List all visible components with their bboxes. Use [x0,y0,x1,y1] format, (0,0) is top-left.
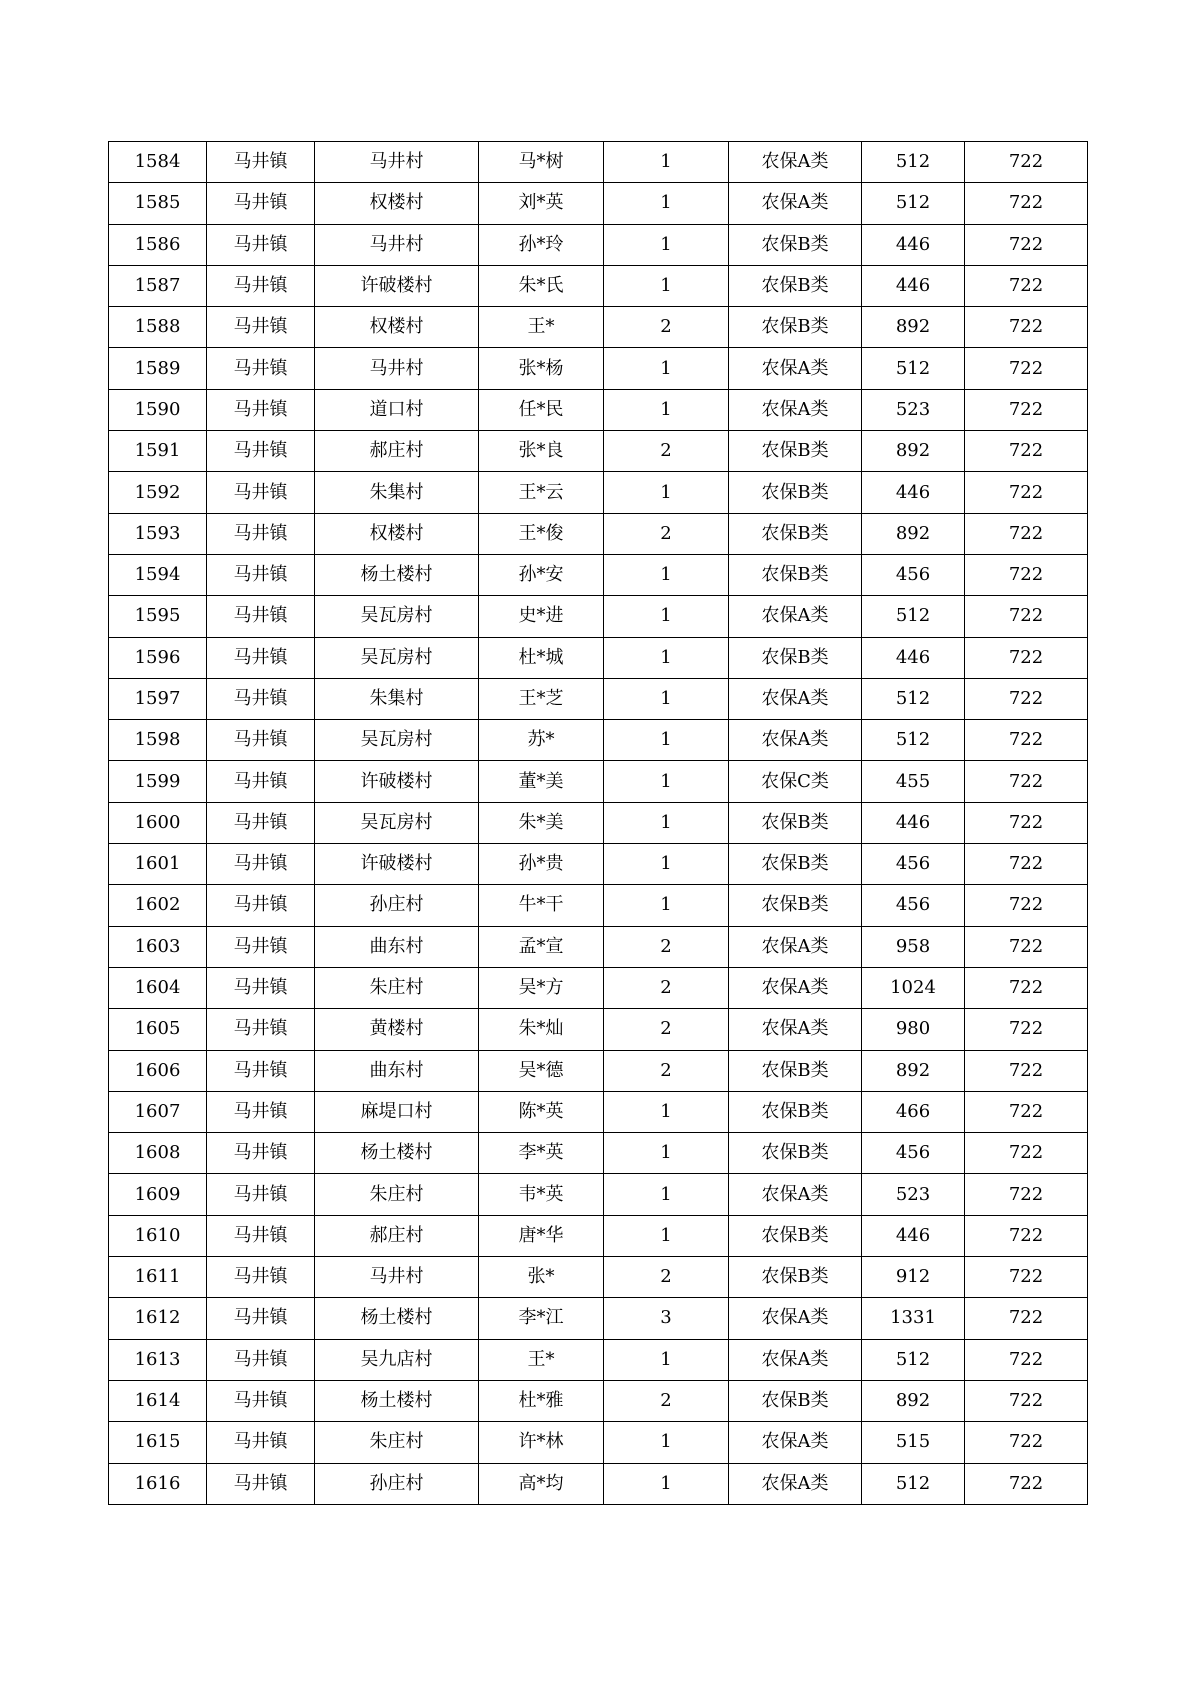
amount-cell: 446 [862,1215,965,1256]
amount-cell: 512 [862,142,965,183]
records-table [108,141,1088,1505]
name-cell: 杜*城 [479,637,604,678]
name-cell: 高*均 [479,1463,604,1504]
household-count-cell: 2 [604,967,729,1008]
amount-cell: 512 [862,678,965,719]
amount-cell: 523 [862,389,965,430]
village-cell: 朱庄村 [315,1174,479,1215]
name-cell: 张*良 [479,431,604,472]
table-row [109,183,1088,224]
standard-cell: 722 [965,1380,1088,1421]
name-cell: 孟*宣 [479,926,604,967]
standard-cell: 722 [965,1050,1088,1091]
amount-cell: 446 [862,637,965,678]
category-cell: 农保B类 [729,1133,862,1174]
name-cell: 杜*雅 [479,1380,604,1421]
category-cell: 农保A类 [729,1463,862,1504]
name-cell: 牛*干 [479,885,604,926]
village-cell: 曲东村 [315,1050,479,1091]
town-cell: 马井镇 [207,431,315,472]
name-cell: 孙*贵 [479,844,604,885]
standard-cell: 722 [965,637,1088,678]
amount-cell: 980 [862,1009,965,1050]
category-cell: 农保A类 [729,1174,862,1215]
table-row [109,554,1088,595]
category-cell: 农保B类 [729,1257,862,1298]
category-cell: 农保A类 [729,926,862,967]
town-cell: 马井镇 [207,513,315,554]
amount-cell: 892 [862,431,965,472]
amount-cell: 446 [862,472,965,513]
standard-cell: 722 [965,1091,1088,1132]
table-row [109,1298,1088,1339]
table-row [109,637,1088,678]
name-cell: 刘*英 [479,183,604,224]
row-number-cell: 1599 [109,761,207,802]
standard-cell: 722 [965,1463,1088,1504]
standard-cell: 722 [965,265,1088,306]
category-cell: 农保A类 [729,720,862,761]
household-count-cell: 1 [604,720,729,761]
name-cell: 董*美 [479,761,604,802]
standard-cell: 722 [965,1174,1088,1215]
category-cell: 农保A类 [729,1339,862,1380]
table-row [109,1380,1088,1421]
household-count-cell: 1 [604,183,729,224]
standard-cell: 722 [965,802,1088,843]
row-number-cell: 1605 [109,1009,207,1050]
category-cell: 农保A类 [729,142,862,183]
amount-cell: 515 [862,1422,965,1463]
name-cell: 王*芝 [479,678,604,719]
household-count-cell: 1 [604,678,729,719]
category-cell: 农保B类 [729,1091,862,1132]
household-count-cell: 1 [604,596,729,637]
table-row [109,431,1088,472]
village-cell: 郝庄村 [315,431,479,472]
town-cell: 马井镇 [207,1339,315,1380]
village-cell: 吴瓦房村 [315,637,479,678]
household-count-cell: 1 [604,802,729,843]
village-cell: 杨土楼村 [315,1133,479,1174]
category-cell: 农保B类 [729,472,862,513]
household-count-cell: 1 [604,1422,729,1463]
table-row [109,1133,1088,1174]
village-cell: 许破楼村 [315,844,479,885]
town-cell: 马井镇 [207,967,315,1008]
category-cell: 农保B类 [729,307,862,348]
category-cell: 农保B类 [729,513,862,554]
name-cell: 苏* [479,720,604,761]
household-count-cell: 1 [604,265,729,306]
table-row [109,1091,1088,1132]
amount-cell: 456 [862,885,965,926]
name-cell: 王*俊 [479,513,604,554]
town-cell: 马井镇 [207,1380,315,1421]
name-cell: 朱*灿 [479,1009,604,1050]
village-cell: 许破楼村 [315,265,479,306]
village-cell: 道口村 [315,389,479,430]
town-cell: 马井镇 [207,720,315,761]
row-number-cell: 1607 [109,1091,207,1132]
name-cell: 朱*美 [479,802,604,843]
table-row [109,885,1088,926]
table-row [109,761,1088,802]
row-number-cell: 1584 [109,142,207,183]
town-cell: 马井镇 [207,678,315,719]
category-cell: 农保C类 [729,761,862,802]
name-cell: 李*江 [479,1298,604,1339]
category-cell: 农保A类 [729,1009,862,1050]
row-number-cell: 1585 [109,183,207,224]
row-number-cell: 1598 [109,720,207,761]
amount-cell: 456 [862,554,965,595]
village-cell: 权楼村 [315,307,479,348]
town-cell: 马井镇 [207,1174,315,1215]
category-cell: 农保A类 [729,389,862,430]
table-row [109,389,1088,430]
name-cell: 许*林 [479,1422,604,1463]
table-row [109,1215,1088,1256]
amount-cell: 512 [862,1339,965,1380]
standard-cell: 722 [965,1009,1088,1050]
row-number-cell: 1609 [109,1174,207,1215]
town-cell: 马井镇 [207,265,315,306]
town-cell: 马井镇 [207,1009,315,1050]
village-cell: 朱庄村 [315,967,479,1008]
standard-cell: 722 [965,142,1088,183]
standard-cell: 722 [965,1133,1088,1174]
standard-cell: 722 [965,307,1088,348]
household-count-cell: 1 [604,637,729,678]
village-cell: 吴瓦房村 [315,596,479,637]
standard-cell: 722 [965,678,1088,719]
row-number-cell: 1603 [109,926,207,967]
row-number-cell: 1593 [109,513,207,554]
name-cell: 陈*英 [479,1091,604,1132]
household-count-cell: 1 [604,1463,729,1504]
table-row [109,1009,1088,1050]
row-number-cell: 1594 [109,554,207,595]
name-cell: 王* [479,307,604,348]
standard-cell: 722 [965,224,1088,265]
village-cell: 孙庄村 [315,885,479,926]
standard-cell: 722 [965,1339,1088,1380]
town-cell: 马井镇 [207,224,315,265]
standard-cell: 722 [965,761,1088,802]
town-cell: 马井镇 [207,1298,315,1339]
table-row [109,967,1088,1008]
category-cell: 农保B类 [729,1380,862,1421]
town-cell: 马井镇 [207,472,315,513]
amount-cell: 523 [862,1174,965,1215]
town-cell: 马井镇 [207,554,315,595]
village-cell: 许破楼村 [315,761,479,802]
village-cell: 朱庄村 [315,1422,479,1463]
village-cell: 马井村 [315,348,479,389]
standard-cell: 722 [965,389,1088,430]
town-cell: 马井镇 [207,183,315,224]
standard-cell: 722 [965,1422,1088,1463]
standard-cell: 722 [965,844,1088,885]
category-cell: 农保A类 [729,678,862,719]
town-cell: 马井镇 [207,637,315,678]
category-cell: 农保B类 [729,1215,862,1256]
amount-cell: 456 [862,1133,965,1174]
amount-cell: 512 [862,720,965,761]
standard-cell: 722 [965,513,1088,554]
village-cell: 吴瓦房村 [315,720,479,761]
village-cell: 权楼村 [315,183,479,224]
row-number-cell: 1588 [109,307,207,348]
name-cell: 唐*华 [479,1215,604,1256]
household-count-cell: 2 [604,1380,729,1421]
row-number-cell: 1608 [109,1133,207,1174]
row-number-cell: 1590 [109,389,207,430]
village-cell: 朱集村 [315,472,479,513]
row-number-cell: 1616 [109,1463,207,1504]
household-count-cell: 1 [604,1091,729,1132]
row-number-cell: 1614 [109,1380,207,1421]
household-count-cell: 2 [604,1050,729,1091]
household-count-cell: 1 [604,1215,729,1256]
household-count-cell: 1 [604,224,729,265]
standard-cell: 722 [965,431,1088,472]
name-cell: 吴*方 [479,967,604,1008]
town-cell: 马井镇 [207,348,315,389]
amount-cell: 466 [862,1091,965,1132]
household-count-cell: 2 [604,1257,729,1298]
village-cell: 吴瓦房村 [315,802,479,843]
category-cell: 农保A类 [729,183,862,224]
amount-cell: 455 [862,761,965,802]
household-count-cell: 2 [604,1009,729,1050]
table-row [109,1422,1088,1463]
category-cell: 农保B类 [729,224,862,265]
table-row [109,926,1088,967]
category-cell: 农保B类 [729,802,862,843]
category-cell: 农保B类 [729,431,862,472]
row-number-cell: 1615 [109,1422,207,1463]
table-row [109,307,1088,348]
table-row [109,513,1088,554]
standard-cell: 722 [965,183,1088,224]
standard-cell: 722 [965,967,1088,1008]
row-number-cell: 1601 [109,844,207,885]
category-cell: 农保A类 [729,967,862,1008]
town-cell: 马井镇 [207,1463,315,1504]
name-cell: 孙*安 [479,554,604,595]
village-cell: 马井村 [315,142,479,183]
row-number-cell: 1612 [109,1298,207,1339]
amount-cell: 446 [862,265,965,306]
category-cell: 农保A类 [729,1422,862,1463]
village-cell: 杨土楼村 [315,1298,479,1339]
town-cell: 马井镇 [207,844,315,885]
row-number-cell: 1597 [109,678,207,719]
household-count-cell: 1 [604,844,729,885]
name-cell: 吴*德 [479,1050,604,1091]
amount-cell: 892 [862,1380,965,1421]
row-number-cell: 1591 [109,431,207,472]
category-cell: 农保A类 [729,596,862,637]
village-cell: 杨土楼村 [315,554,479,595]
table-row [109,142,1088,183]
amount-cell: 446 [862,802,965,843]
row-number-cell: 1613 [109,1339,207,1380]
row-number-cell: 1592 [109,472,207,513]
name-cell: 张*杨 [479,348,604,389]
village-cell: 黄楼村 [315,1009,479,1050]
amount-cell: 456 [862,844,965,885]
village-cell: 曲东村 [315,926,479,967]
table-row [109,1257,1088,1298]
table-row [109,802,1088,843]
row-number-cell: 1600 [109,802,207,843]
name-cell: 韦*英 [479,1174,604,1215]
town-cell: 马井镇 [207,761,315,802]
town-cell: 马井镇 [207,926,315,967]
household-count-cell: 1 [604,761,729,802]
town-cell: 马井镇 [207,802,315,843]
row-number-cell: 1595 [109,596,207,637]
household-count-cell: 1 [604,1133,729,1174]
amount-cell: 892 [862,307,965,348]
row-number-cell: 1611 [109,1257,207,1298]
name-cell: 朱*氏 [479,265,604,306]
standard-cell: 722 [965,720,1088,761]
household-count-cell: 2 [604,926,729,967]
table-row [109,1050,1088,1091]
name-cell: 张* [479,1257,604,1298]
table-row [109,844,1088,885]
amount-cell: 512 [862,596,965,637]
standard-cell: 722 [965,885,1088,926]
amount-cell: 512 [862,183,965,224]
row-number-cell: 1604 [109,967,207,1008]
row-number-cell: 1587 [109,265,207,306]
category-cell: 农保A类 [729,1298,862,1339]
row-number-cell: 1589 [109,348,207,389]
village-cell: 郝庄村 [315,1215,479,1256]
name-cell: 马*树 [479,142,604,183]
category-cell: 农保B类 [729,554,862,595]
household-count-cell: 1 [604,554,729,595]
village-cell: 朱集村 [315,678,479,719]
town-cell: 马井镇 [207,1422,315,1463]
row-number-cell: 1602 [109,885,207,926]
village-cell: 杨土楼村 [315,1380,479,1421]
row-number-cell: 1610 [109,1215,207,1256]
standard-cell: 722 [965,1298,1088,1339]
household-count-cell: 1 [604,348,729,389]
category-cell: 农保B类 [729,844,862,885]
row-number-cell: 1586 [109,224,207,265]
household-count-cell: 1 [604,1339,729,1380]
village-cell: 吴九店村 [315,1339,479,1380]
standard-cell: 722 [965,1215,1088,1256]
household-count-cell: 1 [604,389,729,430]
name-cell: 李*英 [479,1133,604,1174]
table-row [109,265,1088,306]
household-count-cell: 2 [604,307,729,348]
category-cell: 农保B类 [729,1050,862,1091]
town-cell: 马井镇 [207,885,315,926]
table-row [109,1463,1088,1504]
standard-cell: 722 [965,926,1088,967]
name-cell: 任*民 [479,389,604,430]
household-count-cell: 2 [604,431,729,472]
table-row [109,472,1088,513]
household-count-cell: 1 [604,885,729,926]
category-cell: 农保A类 [729,348,862,389]
standard-cell: 722 [965,596,1088,637]
amount-cell: 446 [862,224,965,265]
town-cell: 马井镇 [207,389,315,430]
village-cell: 孙庄村 [315,1463,479,1504]
category-cell: 农保B类 [729,885,862,926]
amount-cell: 892 [862,513,965,554]
name-cell: 史*进 [479,596,604,637]
amount-cell: 958 [862,926,965,967]
town-cell: 马井镇 [207,596,315,637]
household-count-cell: 1 [604,142,729,183]
name-cell: 王*云 [479,472,604,513]
standard-cell: 722 [965,554,1088,595]
village-cell: 马井村 [315,1257,479,1298]
table-row [109,224,1088,265]
table-row [109,1174,1088,1215]
town-cell: 马井镇 [207,1257,315,1298]
table-row [109,720,1088,761]
name-cell: 孙*玲 [479,224,604,265]
household-count-cell: 3 [604,1298,729,1339]
category-cell: 农保B类 [729,265,862,306]
table-row [109,348,1088,389]
amount-cell: 892 [862,1050,965,1091]
town-cell: 马井镇 [207,1215,315,1256]
amount-cell: 912 [862,1257,965,1298]
village-cell: 麻堤口村 [315,1091,479,1132]
amount-cell: 512 [862,1463,965,1504]
row-number-cell: 1606 [109,1050,207,1091]
household-count-cell: 1 [604,472,729,513]
town-cell: 马井镇 [207,1091,315,1132]
amount-cell: 1331 [862,1298,965,1339]
table-row [109,678,1088,719]
records-table-body [109,142,1088,1505]
town-cell: 马井镇 [207,1133,315,1174]
town-cell: 马井镇 [207,1050,315,1091]
household-count-cell: 1 [604,1174,729,1215]
amount-cell: 512 [862,348,965,389]
village-cell: 权楼村 [315,513,479,554]
standard-cell: 722 [965,472,1088,513]
village-cell: 马井村 [315,224,479,265]
table-row [109,596,1088,637]
row-number-cell: 1596 [109,637,207,678]
amount-cell: 1024 [862,967,965,1008]
household-count-cell: 2 [604,513,729,554]
town-cell: 马井镇 [207,307,315,348]
name-cell: 王* [479,1339,604,1380]
town-cell: 马井镇 [207,142,315,183]
standard-cell: 722 [965,348,1088,389]
category-cell: 农保B类 [729,637,862,678]
standard-cell: 722 [965,1257,1088,1298]
table-row [109,1339,1088,1380]
